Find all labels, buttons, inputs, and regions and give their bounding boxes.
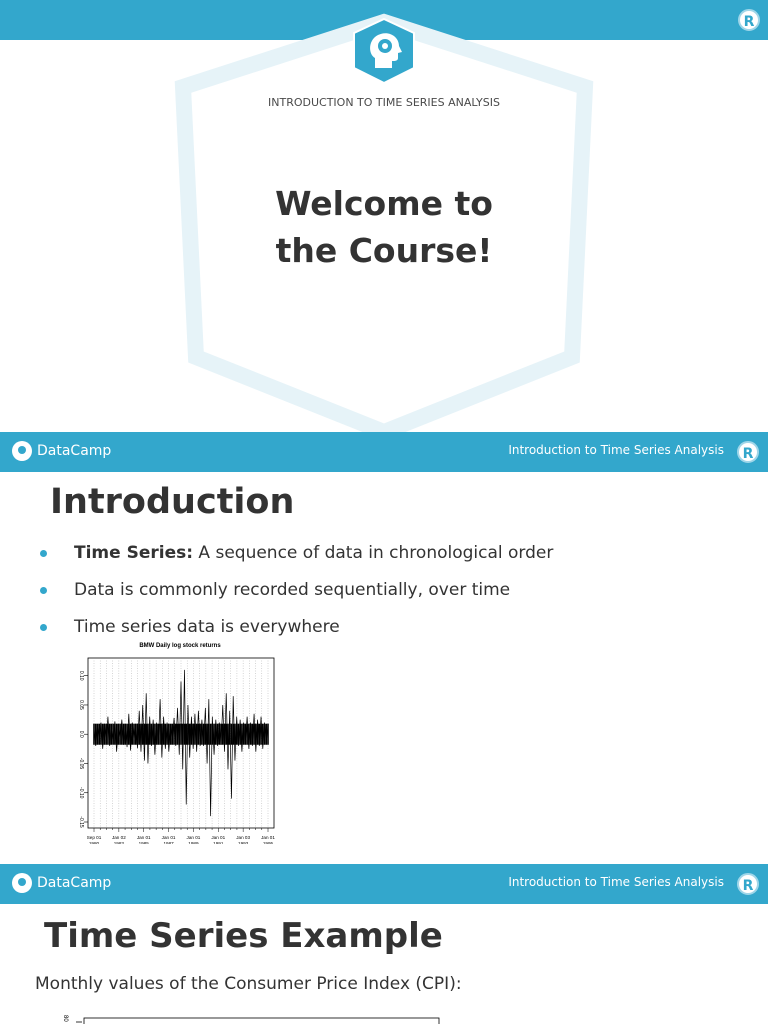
welcome-heading-line1: Welcome to [275,184,493,223]
x-tick-label: Sep 01 [86,835,102,840]
y-axis-ticks [78,671,88,828]
bullet-item [40,575,553,612]
datacamp-logo-icon [12,873,32,893]
x-tick-label: 1980 [88,841,100,844]
brand-badge [351,18,417,84]
x-tick-label: Jan 01 [186,835,201,840]
datacamp-brand [12,872,111,894]
r-logo: R [737,441,759,463]
y-tick-label: 0.05 [78,700,84,710]
bullet-item [40,538,553,575]
x-tick-label: Jan 01 [261,835,275,840]
cpi-y-tick: 80 [62,1015,68,1022]
datacamp-name: DataCamp [37,443,112,459]
example-slide [0,864,768,1024]
slide-subtitle: Monthly values of the Consumer Price Index (CPI): [35,974,462,994]
r-logo: R [738,9,760,31]
cpi-chart [56,1012,496,1024]
bullet-list [40,538,553,649]
bmw-returns-chart [66,638,296,844]
x-tick-label: 1985 [138,841,149,844]
r-logo: R [737,873,759,895]
welcome-heading [0,180,768,274]
welcome-heading-line2: the Course! [275,231,493,270]
x-tick-label: Jan 02 [111,835,126,840]
x-tick-label: Jan 01 [211,835,226,840]
y-tick-label: -0.10 [78,787,84,799]
cpi-plot-frame [84,1018,439,1024]
chart-title: BMW Daily log stock returns [139,643,221,649]
series-line [94,670,268,816]
header-course-title: Introduction to Time Series Analysis [508,443,724,457]
header-course-title: Introduction to Time Series Analysis [508,875,724,889]
x-tick-label: Jan 01 [161,835,176,840]
x-tick-label: 1987 [163,841,174,844]
x-tick-label: Jan 01 [136,835,151,840]
header-bar [0,864,768,904]
datacamp-name: DataCamp [37,875,112,891]
x-tick-label: 1991 [213,841,224,844]
bullet-text: A sequence of data in chronological order [193,543,554,563]
header-bar [0,432,768,472]
x-tick-label: 1993 [238,841,249,844]
y-tick-label: 0.0 [78,730,84,738]
y-tick-label: 0.10 [78,670,84,681]
x-tick-label: 1983 [113,841,124,844]
course-subtitle: INTRODUCTION TO TIME SERIES ANALYSIS [268,96,500,109]
title-slide [0,0,768,432]
x-axis-ticks [87,828,276,844]
slide-title: Introduction [50,482,295,522]
datacamp-logo-icon [12,441,32,461]
x-tick-label: 1989 [188,841,199,844]
bullet-text: Time series data is everywhere [74,617,340,637]
x-tick-label: Jan 03 [236,835,251,840]
y-tick-label: -0.05 [78,757,84,770]
datacamp-brand [12,440,111,462]
slide-title: Time Series Example [44,916,443,956]
bullet-text: Data is commonly recorded sequentially, over time [74,580,511,600]
bullet-bold: Time Series: [74,543,194,563]
x-tick-label: 1995 [262,841,274,844]
y-tick-label: -0.15 [78,816,84,828]
